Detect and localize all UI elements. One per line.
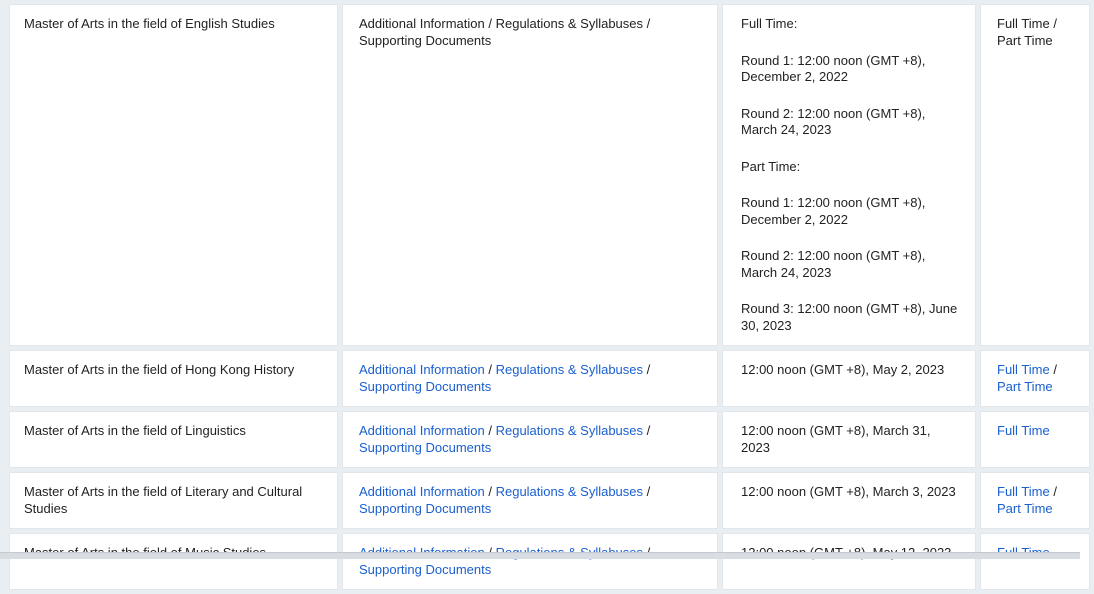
deadline-text: Full Time: <box>741 16 798 31</box>
supporting-documents-link[interactable]: Supporting Documents <box>359 500 492 516</box>
documents-cell <box>342 472 718 529</box>
status-bar <box>0 552 1080 559</box>
study-mode-cell <box>980 4 1090 346</box>
deadline-text: Round 2: 12:00 noon (GMT +8), March 24, 2023 <box>741 105 926 137</box>
additional-information-link: Additional Information <box>359 16 485 31</box>
table-row <box>9 350 1090 407</box>
link-separator: / <box>643 362 651 377</box>
regulations-syllabuses-link[interactable]: Regulations & Syllabuses <box>495 423 644 438</box>
deadline-cell <box>722 472 976 529</box>
regulations-syllabuses-link[interactable]: Regulations & Syllabuses <box>495 484 644 499</box>
full-time-link[interactable]: Full Time <box>997 362 1050 377</box>
deadline-cell <box>722 350 976 407</box>
programme-table <box>5 0 1094 594</box>
table-row <box>9 472 1090 529</box>
programme-cell <box>9 472 338 529</box>
supporting-documents-link[interactable]: Supporting Documents <box>359 378 492 394</box>
additional-information-link[interactable]: Additional Information <box>359 423 485 438</box>
mode-separator: / <box>1049 16 1057 31</box>
regulations-syllabuses-link: Regulations & Syllabuses <box>495 16 644 31</box>
part-time-link: Part Time <box>997 32 1053 48</box>
documents-cell <box>342 533 718 590</box>
programme-name: Master of Arts in the field of Literary and Cultural Studies <box>24 484 303 516</box>
programme-cell <box>9 411 338 468</box>
additional-information-link[interactable]: Additional Information <box>359 484 485 499</box>
supporting-documents-link: Supporting Documents <box>359 32 492 48</box>
link-separator: / <box>484 16 496 31</box>
documents-cell <box>342 4 718 346</box>
programme-name: Master of Arts in the field of English Studies <box>24 16 275 31</box>
link-separator: / <box>484 362 496 377</box>
supporting-documents-link[interactable]: Supporting Documents <box>359 439 492 455</box>
full-time-link[interactable]: Full Time <box>997 423 1050 438</box>
deadline-text: Part Time: <box>741 158 801 174</box>
mode-separator: / <box>1049 484 1057 499</box>
supporting-documents-link[interactable]: Supporting Documents <box>359 561 492 577</box>
programme-name: Master of Arts in the field of Linguistics <box>24 423 246 438</box>
study-mode-cell <box>980 350 1090 407</box>
link-separator: / <box>643 16 651 31</box>
deadline-text: Round 1: 12:00 noon (GMT +8), December 2, 2022 <box>741 52 926 84</box>
link-separator: / <box>484 484 496 499</box>
table-row <box>9 4 1090 346</box>
deadline-cell <box>722 411 976 468</box>
link-separator: / <box>643 423 651 438</box>
programme-table-body <box>9 4 1090 590</box>
programme-cell <box>9 533 338 590</box>
full-time-link: Full Time <box>997 16 1050 31</box>
deadline-text: 12:00 noon (GMT +8), March 31, 2023 <box>741 423 931 455</box>
documents-cell <box>342 350 718 407</box>
part-time-link[interactable]: Part Time <box>997 500 1053 516</box>
additional-information-link[interactable]: Additional Information <box>359 362 485 377</box>
deadline-cell <box>722 4 976 346</box>
deadline-text: Round 1: 12:00 noon (GMT +8), December 2, 2022 <box>741 195 926 227</box>
deadline-text: 12:00 noon (GMT +8), March 3, 2023 <box>741 484 956 499</box>
part-time-link[interactable]: Part Time <box>997 378 1053 394</box>
study-mode-cell <box>980 533 1090 590</box>
full-time-link[interactable]: Full Time <box>997 484 1050 499</box>
deadline-text: Round 2: 12:00 noon (GMT +8), March 24, 2023 <box>741 248 926 280</box>
table-row <box>9 533 1090 590</box>
link-separator: / <box>643 484 651 499</box>
regulations-syllabuses-link[interactable]: Regulations & Syllabuses <box>495 362 644 377</box>
study-mode-cell <box>980 472 1090 529</box>
programme-cell <box>9 350 338 407</box>
documents-cell <box>342 411 718 468</box>
table-row <box>9 411 1090 468</box>
programme-name: Master of Arts in the field of Hong Kong History <box>24 362 295 377</box>
deadline-text: Round 3: 12:00 noon (GMT +8), June 30, 2023 <box>741 301 958 333</box>
mode-separator: / <box>1049 362 1057 377</box>
deadline-cell <box>722 533 976 590</box>
programme-cell <box>9 4 338 346</box>
study-mode-cell <box>980 411 1090 468</box>
link-separator: / <box>484 423 496 438</box>
deadline-text: 12:00 noon (GMT +8), May 2, 2023 <box>741 362 945 377</box>
